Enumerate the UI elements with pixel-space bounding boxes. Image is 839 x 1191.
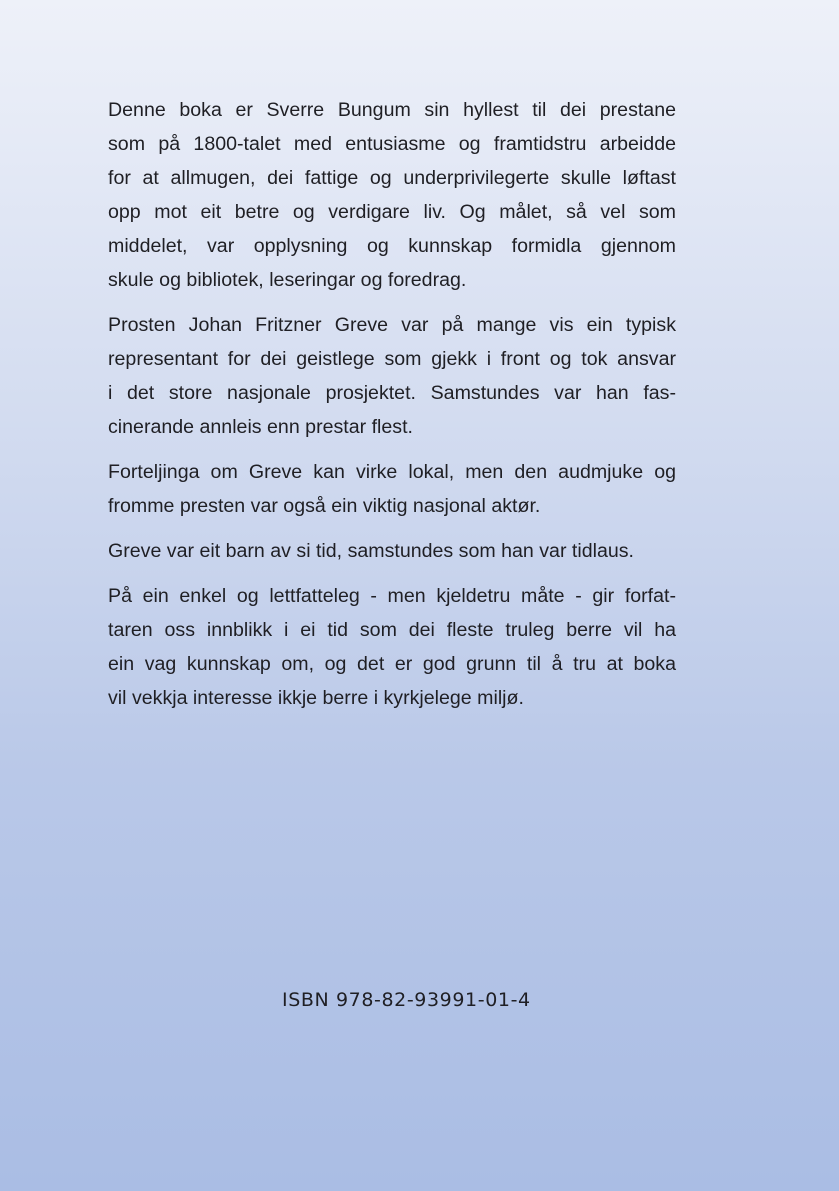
text-line: ein vag kunnskap om, og det er god grunn til å tru at boka <box>108 653 676 675</box>
blurb-text <box>108 93 676 726</box>
text-line: fromme presten var også ein viktig nasjonal aktør. <box>108 495 541 517</box>
paragraph-1 <box>108 93 676 297</box>
paragraph-2 <box>108 308 676 444</box>
text-line: i det store nasjonale prosjektet. Samstundes var han fas- <box>108 382 676 404</box>
text-line: skule og bibliotek, leseringar og foredrag. <box>108 269 467 291</box>
text-line: Greve var eit barn av si tid, samstundes som han var tidlaus. <box>108 540 634 562</box>
text-line: taren oss innblikk i ei tid som dei fleste truleg berre vil ha <box>108 619 676 641</box>
text-line: som på 1800-talet med entusiasme og framtidstru arbeidde <box>108 133 676 155</box>
text-line: Forteljinga om Greve kan virke lokal, men den audmjuke og <box>108 461 676 483</box>
text-line: Prosten Johan Fritzner Greve var på mange vis ein typisk <box>108 314 676 336</box>
paragraph-3 <box>108 455 676 523</box>
paragraph-5 <box>108 579 676 715</box>
isbn-number: ISBN 978-82-93991-01-4 <box>282 989 531 1011</box>
text-line: Denne boka er Sverre Bungum sin hyllest til dei prestane <box>108 99 676 121</box>
text-line: for at allmugen, dei fattige og underprivilegerte skulle løftast <box>108 167 676 189</box>
text-line: opp mot eit betre og verdigare liv. Og målet, så vel som <box>108 201 676 223</box>
paragraph-4 <box>108 534 676 568</box>
text-line: middelet, var opplysning og kunnskap formidla gjennom <box>108 235 676 257</box>
text-line: vil vekkja interesse ikkje berre i kyrkjelege miljø. <box>108 687 524 709</box>
text-line: representant for dei geistlege som gjekk i front og tok ansvar <box>108 348 676 370</box>
text-line: cinerande annleis enn prestar flest. <box>108 416 413 438</box>
text-line: På ein enkel og lettfatteleg - men kjeldetru måte - gir forfat- <box>108 585 676 607</box>
